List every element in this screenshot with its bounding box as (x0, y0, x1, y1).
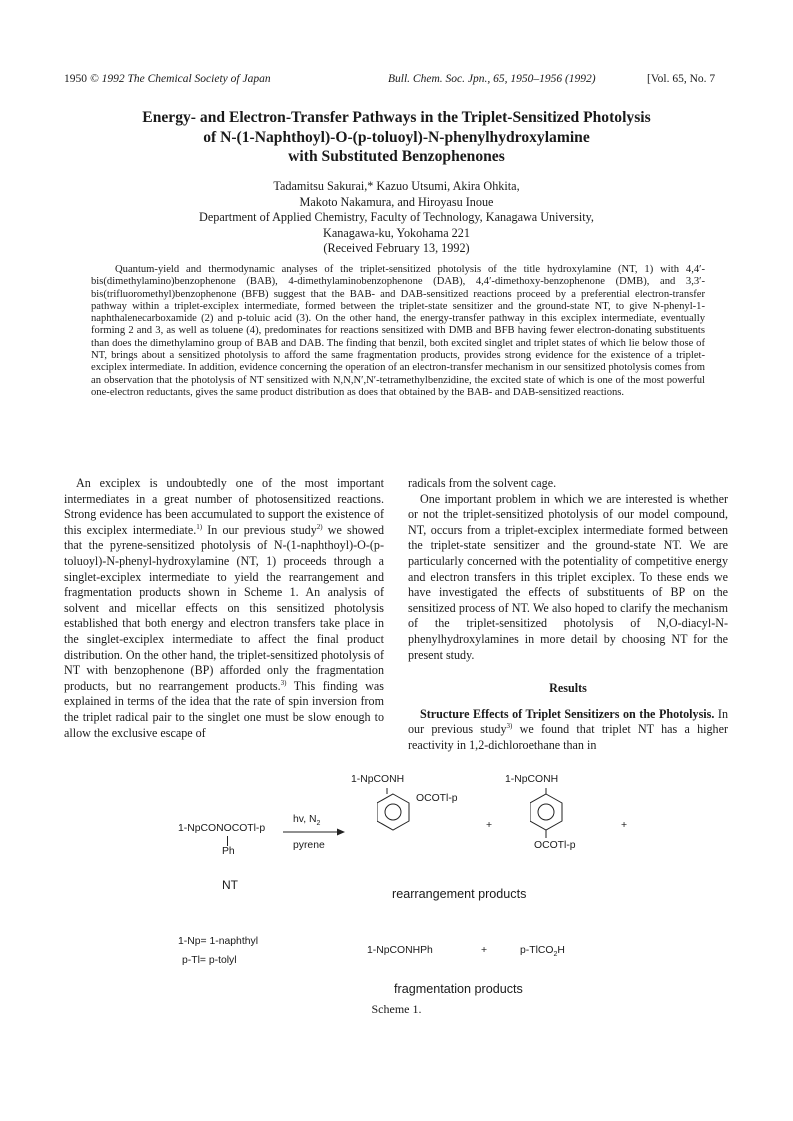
intro-text-a: An exciplex is undoubtedly one of the most important intermediates in a great number of photosensitized reactions. Strong evidence has been accumulated to support the existence of this exciplex intermediate. (64, 476, 384, 537)
left-column (64, 476, 384, 741)
scheme-caption: Scheme 1. (371, 1002, 422, 1016)
conditions-top: hv, $N_2$ (293, 814, 321, 828)
plus-2: + (621, 820, 628, 831)
product2-substituent: OCOTl-p (534, 840, 576, 851)
nt-label: NT (222, 878, 238, 892)
reactant-phenyl: Ph (222, 846, 235, 857)
affiliation-line-1: Department of Applied Chemistry, Faculty of Technology, Kanagawa University, (199, 210, 594, 224)
results-heading: Results (549, 681, 587, 696)
definition-naphthyl: 1-Np= 1-naphthyl (178, 936, 258, 947)
product1-top-formula: 1-NpCONH (351, 774, 405, 785)
intro-paragraph (64, 476, 384, 741)
affiliation-line-2: Kanagawa-ku, Yokohama 221 (323, 225, 470, 240)
reference-1: 1) (196, 522, 203, 531)
product2-top-formula: 1-NpCONH (505, 774, 559, 785)
results-paragraph (408, 707, 728, 754)
reference-3b: 3) (506, 722, 513, 731)
intro-text-c: we showed that the pyrene-sensitized photolysis of N-(1-naphthoyl)-O-(p-toluoyl)-N-phenyl-hydroxylamine (NT, 1) proceeds through a singlet-exciplex intermediate to yield the rearrangement and fragmentation products shown in Scheme 1. An analysis of solvent and micellar effects on this sensitized photolysis established that both energy and electron transfers take place in the singlet-exciplex intermediate to affect the final product distribution. On the other hand, the triplet-sensitized photolysis of NT with benzophenone (BP) afforded only the fragmentation products, but no rearrangement products. (64, 522, 384, 693)
paper-title (60, 108, 733, 167)
plus-3: + (481, 945, 488, 956)
title-line-1: Energy- and Electron-Transfer Pathways in the Triplet-Sensitized Photolysis (142, 109, 651, 126)
conditions-bottom: pyrene (293, 840, 325, 851)
reaction-arrow (283, 827, 345, 837)
product1-substituent: OCOTl-p (416, 793, 458, 804)
running-header (64, 73, 732, 89)
results-text-a: In our previous study (408, 706, 728, 737)
title-line-2: of N-(1-Naphthoyl)-O-(p-toluoyl)-N-phenylhydroxylamine (203, 128, 590, 146)
author-block (60, 179, 733, 257)
problem-paragraph: One important problem in which we are interested is whether or not the triplet-sensitized photolysis of our model compound, NT, occurs from a triplet-exciplex intermediate formed between the triplet-state sensitizer and the ground-state NT. We are particularly concerned with the potentiality of competitive energy and electron transfers in this triplet exciplex. To these ends we have investigated the effects of substituents of BP on the sensitized process of NT. We also hoped to clarify the mechanism of the triplet-sensitized photolysis of N,O-diacyl-N-phenylhydroxylamines in more detail by choosing NT for the present study. (408, 491, 728, 662)
reference-3: 3) (280, 678, 287, 687)
definition-tolyl: p-Tl= p-tolyl (182, 955, 237, 966)
reference-2: 2) (316, 522, 323, 531)
benzene-ring-1-icon (377, 788, 417, 836)
journal-citation: Bull. Chem. Soc. Jpn., 65, 1950–1956 (1992) (388, 73, 596, 85)
abstract: Quantum-yield and thermodynamic analyses of the triplet-sensitized photolysis of the title hydroxylamine (NT, 1) with 4,4′-bis(dimethylamino)benzophenone (BAB), 4-dimethylaminobenzophenone (DAB), 4,4′-dimethoxy-benzophenone (DMB), and 3,3′-bis(trifluoromethyl)benzophenone (BFB) suggest that the BAB- and DAB-sensitized reactions proceed by a preferential electron-transfer pathway within a triplet-exciplex intermediate, formed between the triplet-state sensitizer and the ground-state NT, to give N-phenyl-1-naphthalenecarboxamide (2) and p-toluic acid (3). On the other hand, the energy-transfer pathway in this exciplex intermediate, eventually forming 2 and 3, as well as toluene (4), predominates for reactions sensitized with DMB and BFB having fewer electron-donating substituents than does the dimethylamino group of BAB and DAB. The finding that benzil, both excited singlet and triplet states of which lie below those of NT, brings about a sensitized photolysis to afford the same fragmentation products, provides strong evidence for the existence of a triplet-exciplex intermediate. In addition, evidence concerning the operation of an electron-transfer mechanism in our sensitized photolysis comes from an observation that the photolysis of NT sensitized with N,N,N′,N′-tetramethylbenzidine, the excited state of which is one of the most powerful one-electron reductants, gives the same product distribution as does that obtained by the BAB- and DAB-sensitized reactions. (91, 264, 705, 398)
rearrangement-label: rearrangement products (392, 887, 527, 901)
title-line-3: with Substituted Benzophenones (288, 148, 505, 165)
intro-text-b: In our previous study (202, 522, 317, 537)
results-subheading: Structure Effects of Triplet Sensitizers on the Photolysis. (420, 706, 715, 721)
authors-line-2: Makoto Nakamura, and Hiroyasu Inoue (299, 194, 494, 209)
right-column (408, 476, 728, 754)
reactant-bond (227, 836, 228, 846)
page-number: 1950 (64, 73, 87, 85)
fragment-product-2: p-TlCO$_2$H (520, 945, 565, 959)
fragmentation-label: fragmentation products (394, 982, 523, 996)
copyright: © 1992 The Chemical Society of Japan (90, 73, 271, 85)
reactant-formula: 1-NpCONOCOTl-p (178, 823, 266, 834)
fragment-product-1: 1-NpCONHPh (367, 945, 433, 956)
intro-text-d: This finding was explained in terms of the idea that the rate of spin inversion from the triplet radical pair to the singlet one must be slow enough to allow the exclusive escape of (64, 678, 384, 740)
continued-paragraph: radicals from the solvent cage. (408, 476, 557, 490)
results-text-b: we found that triplet NT has a higher reactivity in 1,2-dichloroethane than in (408, 722, 729, 752)
plus-1: + (486, 820, 493, 831)
authors-line-1: Tadamitsu Sakurai,* Kazuo Utsumi, Akira Ohkita, (273, 179, 520, 193)
received-date: (Received February 13, 1992) (323, 241, 470, 255)
scheme-1 (150, 770, 650, 1030)
volume-info: [Vol. 65, No. 7 (647, 73, 716, 85)
